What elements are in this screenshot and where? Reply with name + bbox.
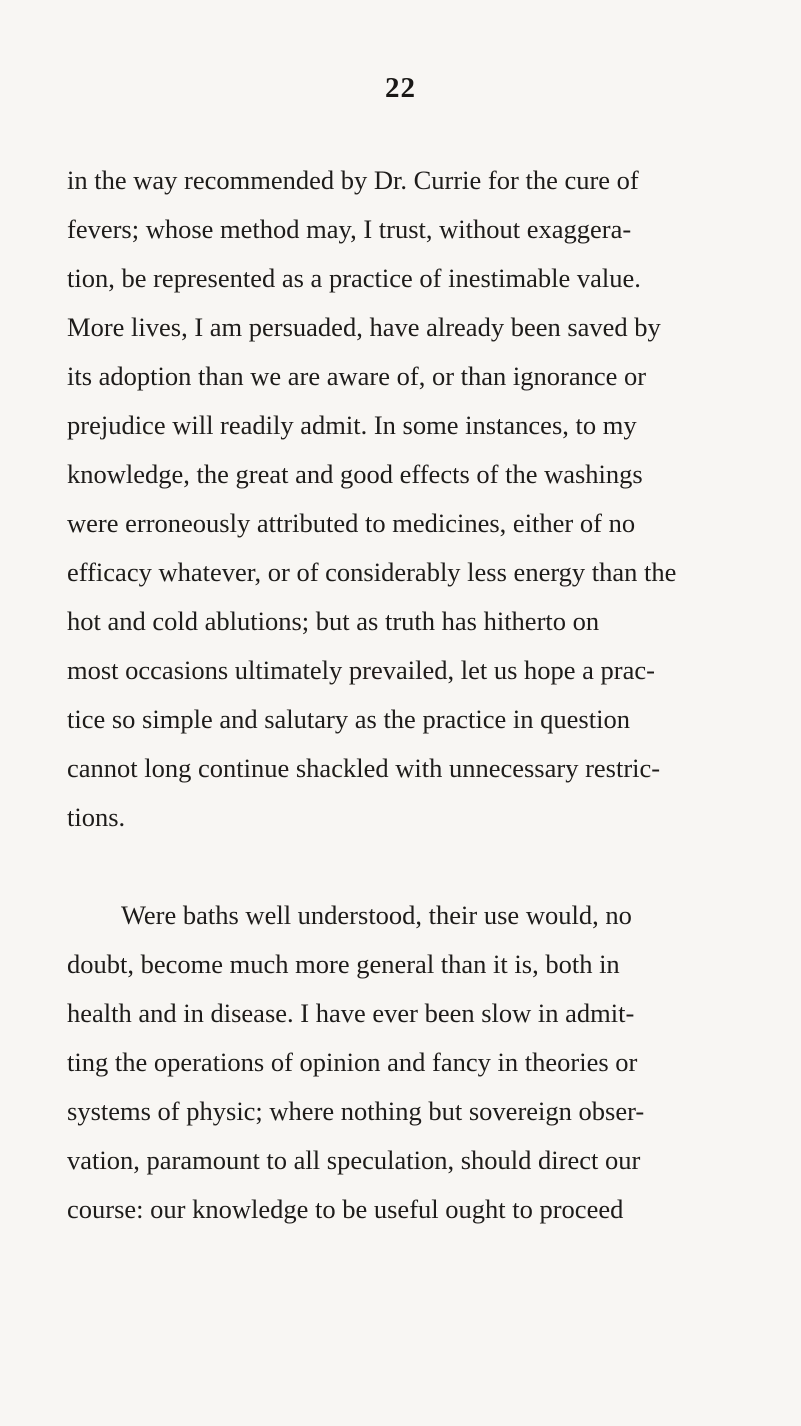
text-line: ting the operations of opinion and fancy in theories or — [67, 1047, 638, 1077]
text-line: were erroneously attributed to medicines, either of no — [67, 508, 636, 538]
text-line: efficacy whatever, or of considerably less energy than the — [67, 557, 677, 587]
text-line: course: our knowledge to be useful ought to proceed — [67, 1194, 624, 1224]
text-line: tion, be represented as a practice of inestimable value. — [67, 263, 641, 293]
text-line: health and in disease. I have ever been slow in admit- — [67, 998, 635, 1028]
text-line: vation, paramount to all speculation, should direct our — [67, 1145, 641, 1175]
text-line: fevers; whose method may, I trust, without exaggera- — [67, 214, 632, 244]
text-line: most occasions ultimately prevailed, let us hope a prac- — [67, 655, 655, 685]
text-line: tions. — [67, 802, 126, 832]
text-line: systems of physic; where nothing but sovereign obser- — [67, 1096, 645, 1126]
text-line: cannot long continue shackled with unnecessary restric- — [67, 753, 661, 783]
text-line: its adoption than we are aware of, or than ignorance or — [67, 361, 647, 391]
text-line: hot and cold ablutions; but as truth has hitherto on — [67, 606, 600, 636]
text-line: tice so simple and salutary as the practice in question — [67, 704, 630, 734]
page-number: 22 — [385, 72, 416, 104]
text-line: prejudice will readily admit. In some instances, to my — [67, 410, 637, 440]
text-line: in the way recommended by Dr. Currie for the cure of — [67, 165, 639, 195]
text-line: knowledge, the great and good effects of the washings — [67, 459, 643, 489]
text-line: More lives, I am persuaded, have already been saved by — [67, 312, 661, 342]
text-line: doubt, become much more general than it is, both in — [67, 949, 620, 979]
text-line: Were baths well understood, their use would, no — [121, 900, 632, 930]
